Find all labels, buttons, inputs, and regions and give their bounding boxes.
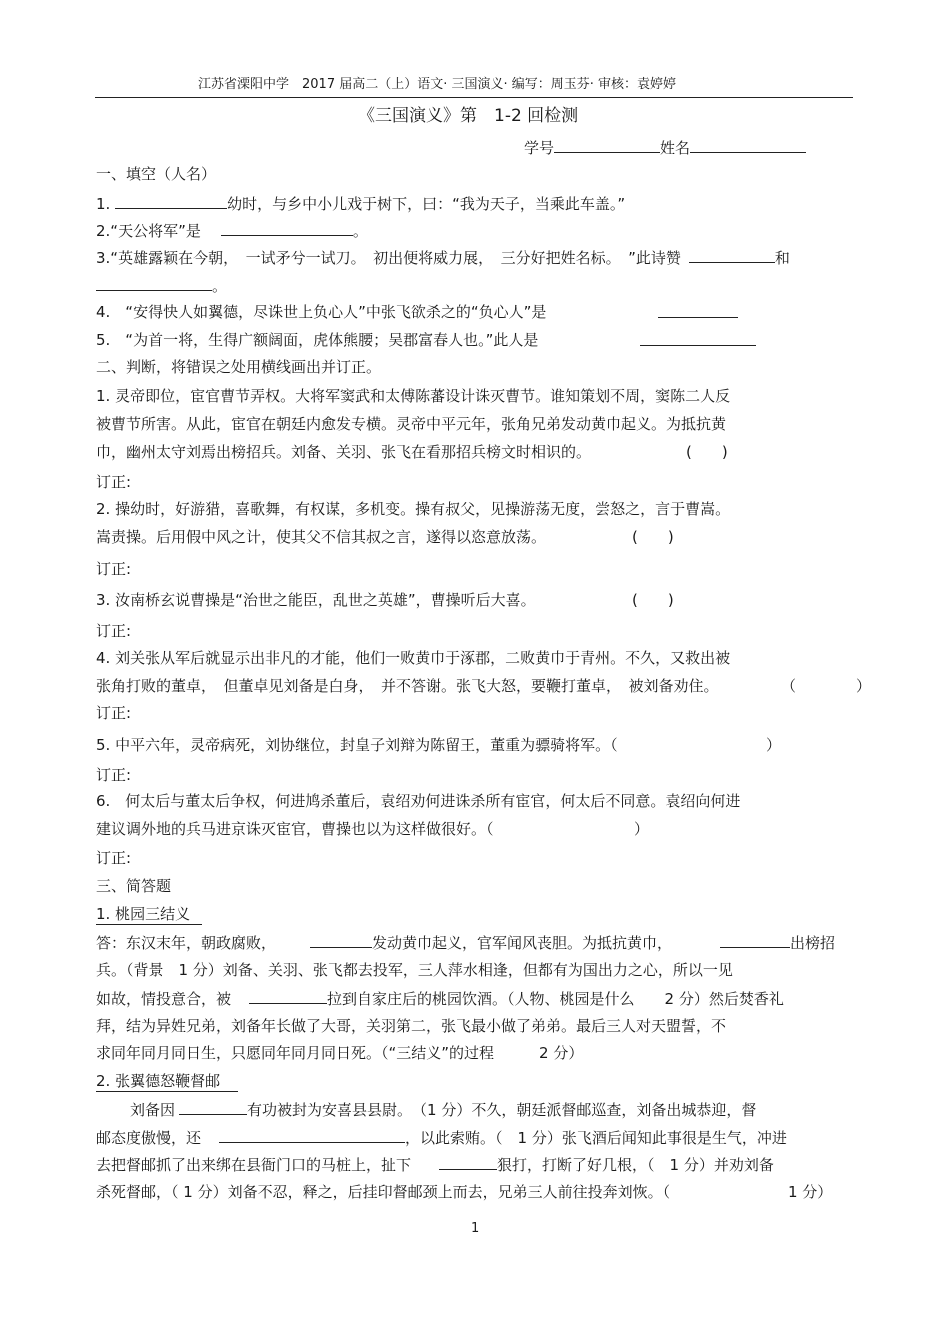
fill-q1-blank [115,193,227,209]
topic2-text-c: 邮态度傲慢，还 [96,1129,202,1147]
topic2-text-a: 刘备因 [130,1101,176,1119]
topic1-line5: 求同年同月同日生，只愿同年同月同日死。（“三结义”的过程 2 分） [96,1044,584,1062]
judge-q4-paren: （ ） [781,677,872,695]
topic1-title: 1. 桃园三结义 [96,905,202,925]
topic1-line3 [96,988,784,1009]
fill-q1-text: 幼时，与乡中小儿戏于树下，曰：“我为天子，当乘此车盖。” [227,195,626,213]
judge-q3-paren: ( ) [632,591,674,609]
judge-q4-correction: 订正: [96,704,132,722]
page-number: 1 [471,1221,480,1236]
judge-q2-paren: ( ) [632,528,674,546]
student-no-label: 学号 [524,139,555,157]
fill-q3-line2 [96,275,227,296]
fill-q2-text: 2.“天公将军”是 [96,222,201,240]
topic2-line4-end: 1 分） [788,1183,833,1201]
header-rule [95,97,853,98]
judge-q1-line3: 巾，幽州太守刘焉出榜招兵。刘备、关羽、张飞在看那招兵榜文时相识的。 [96,443,592,461]
topic2-line2 [96,1127,787,1148]
fill-q3-blank2 [96,275,212,291]
fill-q3-and: 和 [774,249,790,267]
judge-q1-line1: 1. 灵帝即位，宦官曹节弄权。大将军窦武和太傅陈蕃设计诛灭曹节。谁知策划不周，窦陈二人反 [96,387,731,405]
section2-heading: 二、判断，将错误之处用横线画出并订正。 [96,358,382,376]
topic2-blank3 [439,1154,497,1170]
topic2-blank1 [179,1099,247,1115]
judge-q2-correction: 订正: [96,560,132,578]
judge-q4-line1: 4. 刘关张从军后就显示出非凡的才能，他们一败黄巾于涿郡，二败黄巾于青州。不久，又救出被 [96,649,731,667]
topic2-title: 2. 张翼德怒鞭督邮 [96,1072,238,1092]
judge-q6-line1: 6. 何太后与董太后争权，何进鸠杀董后，袁绍劝何进诛杀所有宦官，何太后不同意。袁绍向何进 [96,792,741,810]
topic1-line1 [96,932,835,953]
topic1-line2: 兵。（背景 1 分）刘备、关羽、张飞都去投军，三人萍水相逢，但都有为国出力之心，所以一见 [96,961,733,979]
topic2-text-f: 狠打，打断了好几根，（ 1 分）并劝刘备 [497,1156,774,1174]
fill-q1 [96,193,625,214]
fill-q5-text: 5. “为首一将，生得广额阔面，虎体熊腰；吴郡富春人也。”此人是 [96,331,539,349]
judge-q5-line1: 5. 中平六年，灵帝病死，刘协继位，封皇子刘辩为陈留王，董重为骠骑将军。（ [96,736,618,754]
judge-q4-line2: 张角打败的董卓， 但董卓见刘备是白身， 并不答谢。张飞大怒，要鞭打董卓， 被刘备劝住。 [96,677,719,695]
fill-q2 [96,220,368,241]
student-no-blank [554,137,660,153]
fill-q2-end: 。 [352,222,368,240]
topic2-line4: 杀死督邮，（ 1 分）刘备不忍，释之，后挂印督邮颈上而去，兄弟三人前往投奔刘恢。（ [96,1183,671,1201]
fill-q3-blank1 [689,247,775,263]
fill-q3 [96,247,790,268]
fill-q3-end: 。 [212,277,228,295]
topic1-blank1 [310,932,372,948]
judge-q2-line2: 嵩责操。后用假中风之计，使其父不信其叔之言，遂得以恣意放荡。 [96,528,547,546]
judge-q3-line1: 3. 汝南桥玄说曹操是“治世之能臣，乱世之英雄”，曹操听后大喜。 [96,591,536,609]
topic2-text-d: ，以此索贿。（ 1 分）张飞酒后闻知此事很是生气，冲进 [405,1129,787,1147]
topic1-blank3 [249,988,327,1004]
topic2-line3 [96,1154,774,1175]
judge-q3-correction: 订正: [96,622,132,640]
section3-heading: 三、简答题 [96,877,172,895]
fill-q5-line [640,330,756,351]
judge-q1-line2: 被曹节所害。从此，宦官在朝廷内愈发专横。灵帝中平元年，张角兄弟发动黄巾起义。为抵抗黄 [96,415,727,433]
topic2-line1 [130,1099,756,1120]
name-blank [690,137,806,153]
topic1-text-e: 如故，情投意合，被 [96,990,232,1008]
topic1-text-c: 出榜招 [790,934,836,952]
judge-q5-correction: 订正: [96,766,132,784]
fill-q4-text: 4. “安得快人如翼德，尽诛世上负心人”中张飞欲杀之的“负心人”是 [96,303,547,321]
section1-heading: 一、填空（人名） [96,165,217,183]
judge-q5-close: ） [766,736,782,754]
topic2-blank2 [219,1127,405,1143]
fill-q5-blank [640,330,756,346]
judge-q1-correction: 订正: [96,473,132,491]
judge-q1-paren: ( ) [686,443,728,461]
student-info [524,137,806,158]
fill-q2-blank [221,220,353,236]
topic1-blank2 [720,932,790,948]
judge-q6-line2: 建议调外地的兵马进京诛灭宦官，曹操也以为这样做很好。（ [96,820,494,838]
name-label: 姓名 [660,139,691,157]
topic1-line4: 拜，结为异姓兄弟，刘备年长做了大哥，关羽第二，张飞最小做了弟弟。最后三人对天盟誓，不 [96,1017,727,1035]
topic1-text-f: 拉到自家庄后的桃园饮酒。（人物、桃园是什么 2 分）然后焚香礼 [327,990,784,1008]
topic1-text-b: 发动黄巾起义，官军闻风丧胆。为抵抗黄巾， [372,934,673,952]
topic1-text-a: 答：东汉末年，朝政腐败， [96,934,277,952]
page-header: 江苏省溧阳中学 2017 届高二（上）语文· 三国演义· 编写：周玉芬· 审核：袁婷婷 [198,77,677,92]
fill-q3-text: 3.“英雄露颖在今朝， 一试矛兮一试刀。 初出便将威力展， 三分好把姓名标。 ”此诗赞 [96,249,681,267]
topic2-text-e: 去把督邮抓了出来绑在县衙门口的马桩上，扯下 [96,1156,412,1174]
topic2-heading [96,1071,238,1091]
fill-q4-blank [658,302,738,318]
page-title: 《三国演义》第 1-2 回检测 [358,106,579,126]
judge-q2-line1: 2. 操幼时，好游猎，喜歌舞，有权谋，多机变。操有叔父，见操游荡无度，尝怒之，言于曹嵩。 [96,500,731,518]
judge-q6-close: ） [634,820,650,838]
judge-q6-correction: 订正: [96,849,132,867]
topic2-text-b: 有功被封为安喜县县尉。 （1 分）不久，朝廷派督邮巡查，刘备出城恭迎，督 [247,1101,757,1119]
fill-q1-number: 1. [96,195,111,213]
topic1-heading [96,904,202,924]
fill-q4-line [658,302,738,323]
